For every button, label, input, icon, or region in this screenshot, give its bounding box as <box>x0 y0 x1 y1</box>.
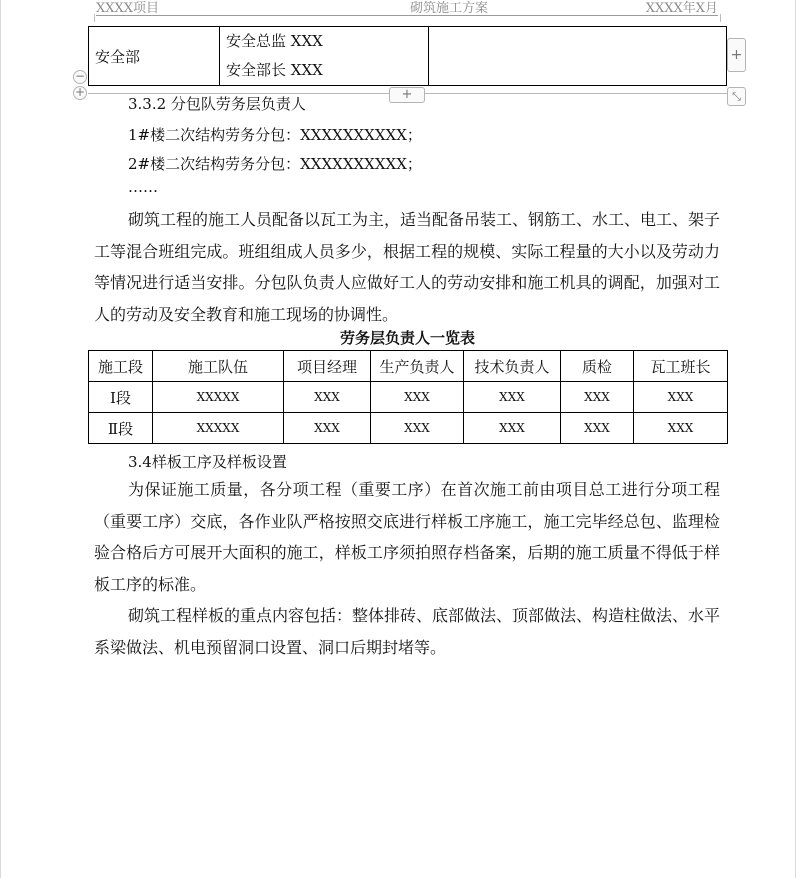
column-header[interactable]: 生产负责人 <box>371 351 464 382</box>
subcontract-line-2: 2#楼二次结构劳务分包：XXXXXXXXXX； <box>128 155 422 173</box>
column-header[interactable]: 项目经理 <box>284 351 371 382</box>
labor-table-title: 劳务层负责人一览表 <box>339 329 475 347</box>
column-header[interactable]: 质检 <box>561 351 634 382</box>
table-row <box>89 382 728 413</box>
margin-corner-mark <box>720 14 741 22</box>
paragraph: 为保证施工质量，各分项工程（重要工序）在首次施工前由项目总工进行分项工程（重要工序）交底，各作业队严格按照交底进行样板工序施工，施工完毕经总包、监理检验合格后方可展开大面积的施工，样板工序须拍照存档备案，后期的施工质量不得低于样板工序的标准。 <box>94 480 720 594</box>
page-edge <box>0 0 1 878</box>
table-cell[interactable]: XXX <box>561 382 634 413</box>
column-header[interactable]: 技术负责人 <box>464 351 561 382</box>
table-cell[interactable]: XXX <box>284 382 371 413</box>
table-cell[interactable]: XXX <box>634 382 728 413</box>
subcontract-line-1: 1#楼二次结构劳务分包：XXXXXXXXXX； <box>128 126 422 144</box>
labor-table <box>88 350 728 444</box>
department-cell[interactable]: 安全部 <box>89 27 220 86</box>
table-cell[interactable]: XXX <box>371 382 464 413</box>
delete-row-icon[interactable]: − <box>74 69 86 83</box>
table-header-row <box>89 351 728 382</box>
column-header[interactable]: 施工段 <box>89 351 153 382</box>
table-cell[interactable]: Ⅱ段 <box>89 413 153 444</box>
table-cell[interactable]: XXX <box>464 413 561 444</box>
add-row-button[interactable]: + <box>389 87 425 103</box>
role-line: 安全部长 XXX <box>226 61 323 79</box>
column-header[interactable]: 瓦工班长 <box>634 351 728 382</box>
table-cell[interactable]: XXXXX <box>153 413 284 444</box>
table-cell[interactable]: Ⅰ段 <box>89 382 153 413</box>
table-cell[interactable]: XXX <box>561 413 634 444</box>
header-date: XXXX年X月 <box>645 1 718 16</box>
insert-row-icon[interactable]: + <box>74 85 86 99</box>
section-332-body <box>94 204 720 330</box>
page-header <box>96 0 718 16</box>
header-title: 砌筑施工方案 <box>410 1 489 16</box>
table-cell[interactable]: XXX <box>371 413 464 444</box>
ellipsis-line: …… <box>128 178 158 196</box>
paragraph: 砌筑工程样板的重点内容包括：整体排砖、底部做法、顶部做法、构造柱做法、水平系梁做法、机电预留洞口设置、洞口后期封堵等。 <box>94 606 721 657</box>
paragraph: 砌筑工程的施工人员配备以瓦工为主，适当配备吊装工、钢筋工、水工、电工、架子工等混合班组完成。班组组成人员多少，根据工程的规模、实际工程量的大小以及劳动力等情况进行适当安排。分包队负责人应做好工人的劳动安排和施工机具的调配，加强对工人的劳动及安全教育和施工现场的协调性。 <box>94 210 721 324</box>
add-column-button[interactable]: + <box>727 38 746 72</box>
safety-dept-table <box>88 26 727 86</box>
empty-cell[interactable] <box>429 27 727 86</box>
resize-table-icon[interactable]: ⤡ <box>727 87 746 106</box>
table-cell[interactable]: XXX <box>464 382 561 413</box>
header-project: XXXX项目 <box>96 1 160 16</box>
section-34-body <box>94 474 720 663</box>
table-row <box>89 27 727 86</box>
table-cell[interactable]: XXX <box>634 413 728 444</box>
roles-cell[interactable] <box>220 27 429 86</box>
table-cell[interactable]: XXX <box>284 413 371 444</box>
column-header[interactable]: 施工队伍 <box>153 351 284 382</box>
table-cell[interactable]: XXXXX <box>153 382 284 413</box>
margin-corner-mark <box>74 14 95 22</box>
table-row <box>89 413 728 444</box>
role-line: 安全总监 XXX <box>226 32 323 50</box>
section-heading-332: 3.3.2 分包队劳务层负责人 <box>128 95 306 113</box>
section-heading-34: 3.4样板工序及样板设置 <box>128 453 287 471</box>
